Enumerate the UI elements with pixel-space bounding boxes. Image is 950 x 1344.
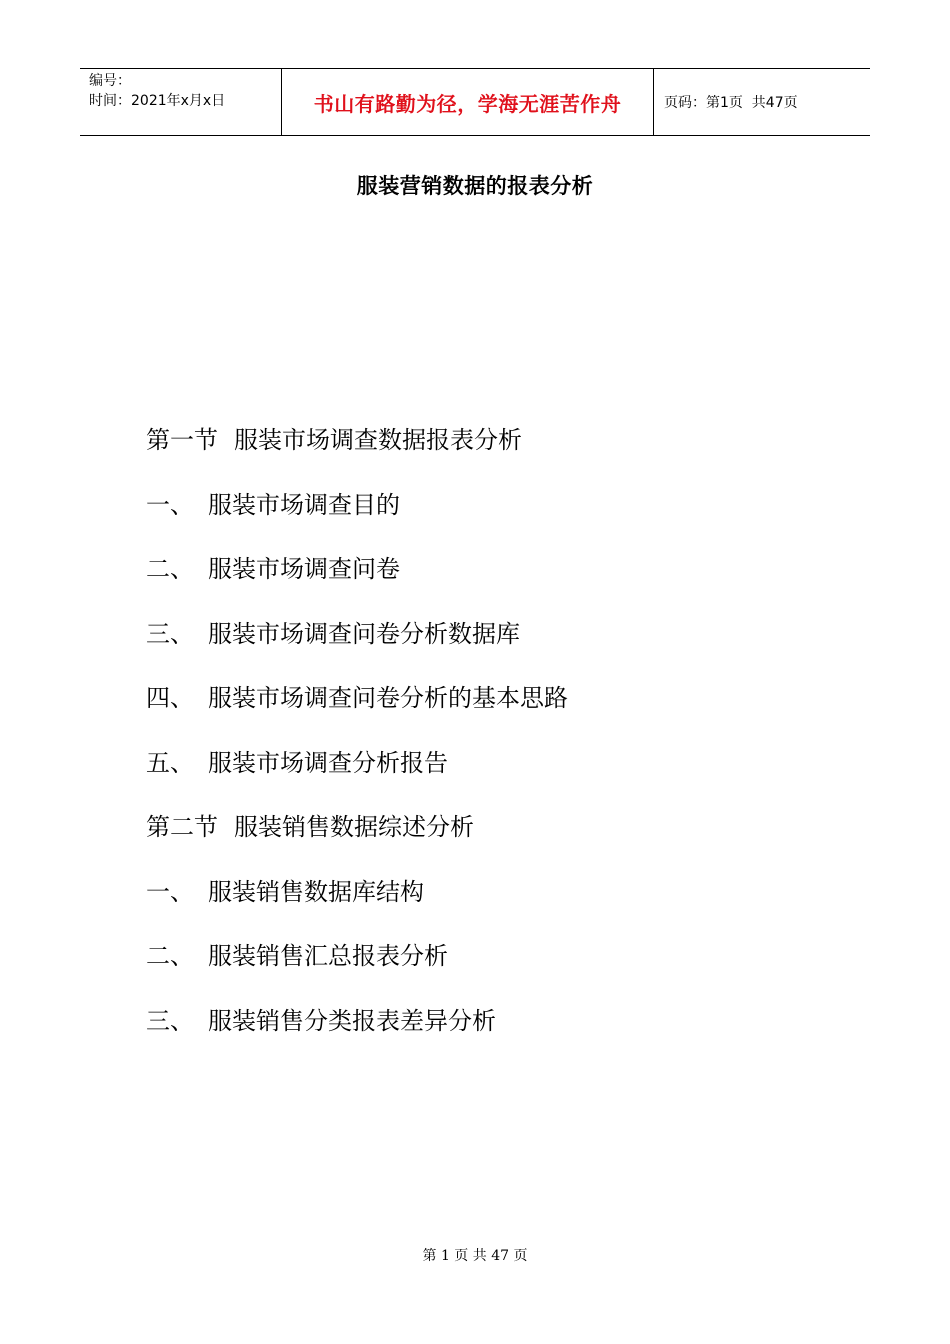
toc-item [146,678,568,718]
toc-item-text: 服装销售数据库结构 [208,878,424,906]
toc-item-text: 服装市场调查问卷 [208,555,400,583]
header-motto: 书山有路勤为径，学海无涯苦作舟 [313,91,622,116]
toc-item-number: 一、 [146,491,194,519]
toc-item-text: 服装销售汇总报表分析 [208,942,448,970]
toc-item [146,549,400,589]
toc-item [146,872,424,912]
footer-page-number: 第 1 页 共 47 页 [422,1248,528,1264]
toc-item-text: 服装市场调查目的 [208,491,400,519]
toc-item-text: 服装销售分类报表差异分析 [208,1007,496,1035]
header-page-cell [654,69,870,135]
page-footer [0,1245,950,1265]
header-number-label: 编号： [89,73,131,89]
toc-item-text: 服装市场调查问卷分析数据库 [208,620,520,648]
toc-item-number: 三、 [146,620,194,648]
toc-item-number: 五、 [146,749,194,777]
toc-item-text: 服装市场调查数据报表分析 [234,426,522,454]
toc-item [146,743,448,783]
toc-item-text: 服装市场调查问卷分析的基本思路 [208,684,568,712]
toc-item-text: 服装销售数据综述分析 [234,813,474,841]
header-page-info: 页码：第1页 共47页 [664,95,798,111]
toc-item-number: 二、 [146,555,194,583]
toc-item [146,936,448,976]
toc-item [146,1001,496,1041]
toc-item-number: 三、 [146,1007,194,1035]
toc-item-number: 一、 [146,878,194,906]
header-time-label: 时间：2021年x月x日 [89,93,226,109]
document-title: 服装营销数据的报表分析 [356,174,594,198]
toc-item-text: 服装市场调查分析报告 [208,749,448,777]
toc-item [146,614,520,654]
toc-item-number: 四、 [146,684,194,712]
document-header [80,68,870,136]
toc-item-number: 二、 [146,942,194,970]
header-motto-cell [281,69,654,135]
toc-item [146,420,522,460]
toc-item-number: 第二节 [146,813,218,841]
header-meta [80,69,281,135]
toc-item-number: 第一节 [146,426,218,454]
toc-item [146,807,474,847]
toc-item [146,485,400,525]
